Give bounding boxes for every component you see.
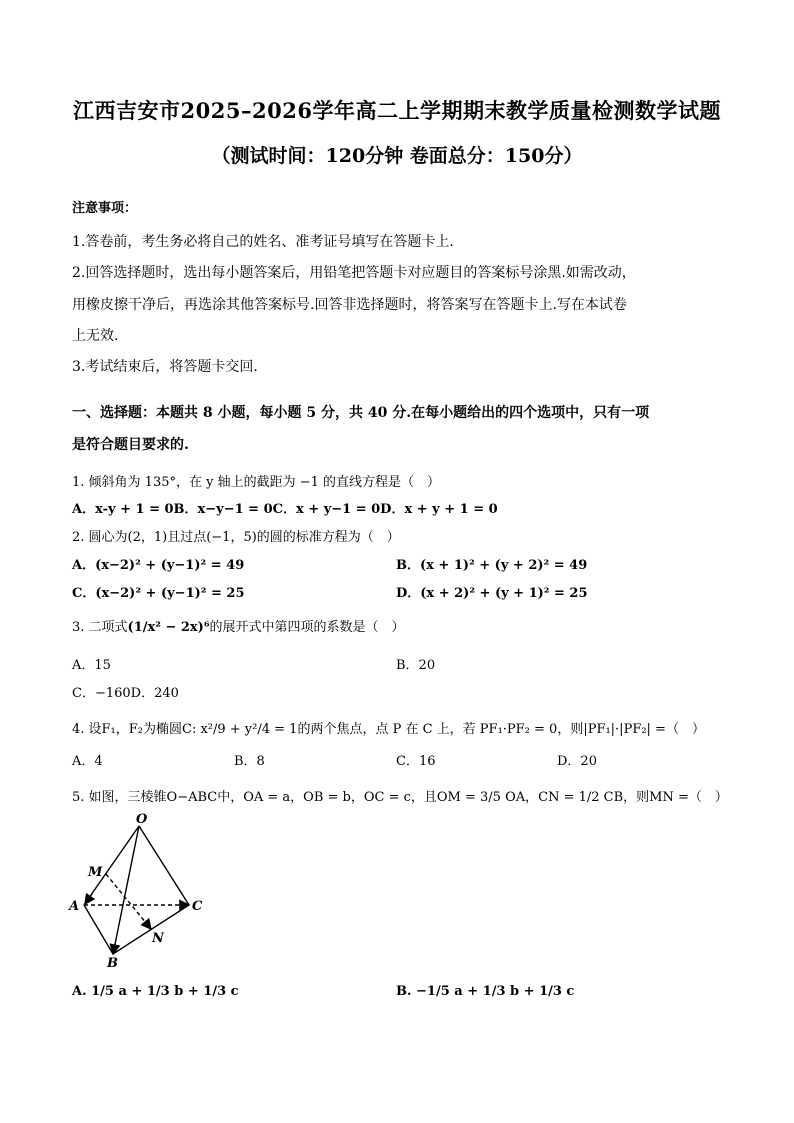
q3-stem (72, 616, 405, 635)
tetrahedron-figure (66, 812, 216, 972)
segment-mn (106, 874, 151, 929)
notice-item-1: 1.答卷前，考生务必将自己的姓名、准考证号填写在答题卡上. (72, 234, 454, 250)
q5-option-b: B. −1/5 a + 1/3 b + 1/3 c (396, 984, 575, 999)
exam-title: 江西吉安市2025–2026学年高二上学期期末教学质量检测数学试题 (73, 98, 721, 123)
edge-ab (84, 905, 113, 954)
notice-heading: 注意事项： (72, 201, 138, 216)
q2-option-a: A．(x−2)² + (y−1)² = 49 (72, 558, 245, 573)
exam-subtitle: （测试时间：120分钟 卷面总分：150分） (211, 145, 583, 167)
q1-stem: 1. 倾斜角为 135°，在 y 轴上的截距为 −1 的直线方程是（ ） (72, 475, 441, 490)
label-m: M (88, 865, 103, 880)
q4-option-d: D．20 (557, 754, 597, 769)
q3-stem-prefix: 3. 二项式 (72, 620, 128, 635)
q3-option-a: A．15 (72, 658, 111, 673)
notice-item-2-line-1: 2.回答选择题时，选出每小题答案后，用铅笔把答题卡对应题目的答案标号涂黑.如需改动， (72, 265, 636, 281)
q3-option-b: B．20 (396, 658, 436, 673)
edge-bc (113, 905, 189, 954)
q5-stem: 5. 如图，三棱锥O−ABC中，OA = a，OB = b，OC = c，且OM = 3/5 OA，CN = 1/2 CB，则MN =（ ） (72, 790, 728, 805)
q2-stem: 2. 圆心为(2，1)且过点(−1，5)的圆的标准方程为（ ） (72, 530, 400, 545)
label-o: O (136, 812, 148, 827)
vector-oa (85, 894, 92, 904)
section-1-line-1: 一、选择题：本题共 8 小题，每小题 5 分，共 40 分.在每小题给出的四个选项中，只有一项 (72, 405, 650, 421)
q2-option-d: D．(x + 2)² + (y + 1)² = 25 (396, 586, 588, 601)
notice-item-3: 3.考试结束后，将答题卡交回. (72, 359, 258, 375)
label-c: C (192, 899, 203, 914)
q3-binomial-expression: (1/x² − 2x)⁶ (127, 620, 210, 635)
label-a: A (69, 899, 80, 914)
notice-item-2-line-3: 上无效. (72, 328, 119, 344)
q3-stem-suffix: 的展开式中第四项的系数是（ ） (209, 620, 405, 635)
q5-option-a: A. 1/5 a + 1/3 b + 1/3 c (72, 984, 239, 999)
q2-option-c: C．(x−2)² + (y−1)² = 25 (72, 586, 245, 601)
q4-option-c: C．16 (396, 754, 436, 769)
section-1-line-2: 是符合题目要求的. (72, 437, 189, 453)
q1-options: A．x-y + 1 = 0B．x−y−1 = 0C．x + y−1 = 0D．x + y + 1 = 0 (72, 502, 498, 517)
notice-item-2-line-2: 用橡皮擦干净后，再选涂其他答案标号.回答非选择题时，将答案写在答题卡上.写在本试卷 (72, 297, 627, 313)
q4-stem: 4. 设F₁，F₂为椭圆C: x²/9 + y²/4 = 1的两个焦点，点 P 在 C 上，若 PF₁·PF₂ = 0，则|PF₁|·|PF₂| =（ ） (72, 722, 705, 737)
label-b: B (107, 956, 118, 971)
q4-option-b: B．8 (234, 754, 265, 769)
q4-option-a: A．4 (72, 754, 103, 769)
edge-oc (139, 826, 189, 905)
label-n: N (152, 931, 164, 946)
q2-option-b: B．(x + 1)² + (y + 2)² = 49 (396, 558, 588, 573)
q3-option-cd: C．−160D．240 (72, 686, 179, 701)
